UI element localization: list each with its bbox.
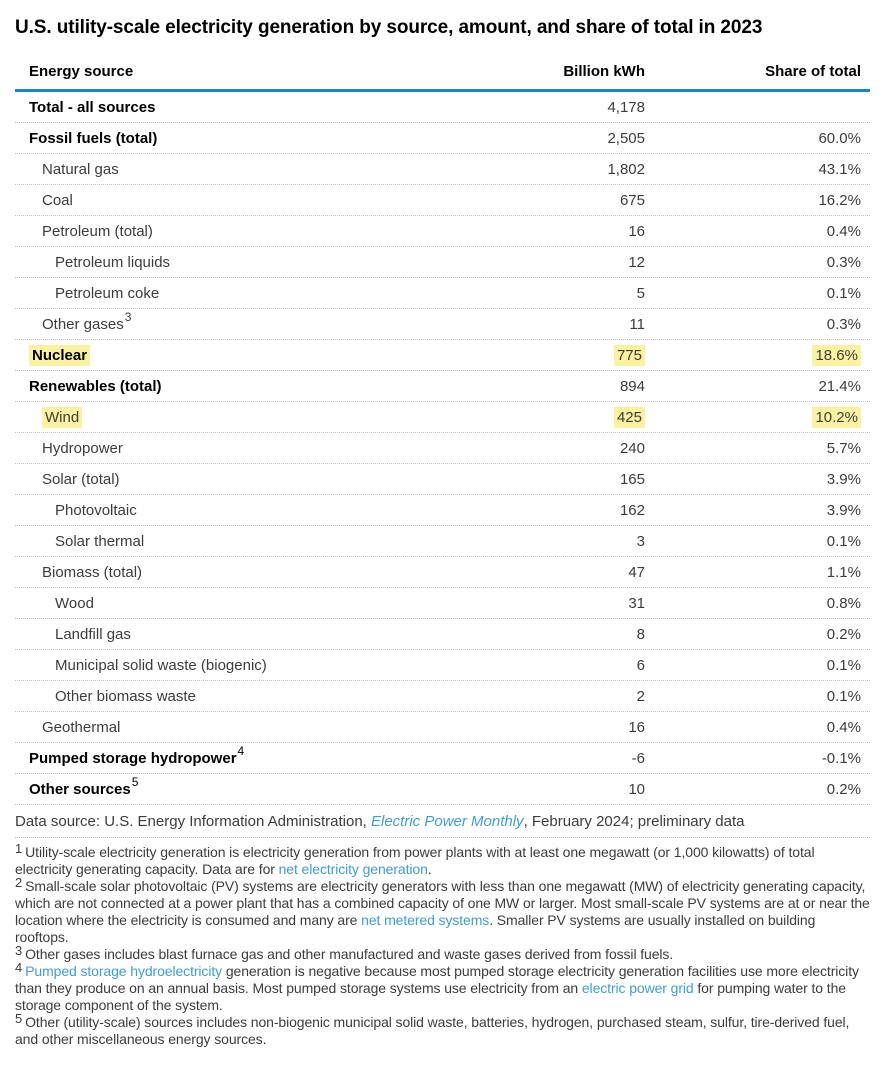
row-kwh-value: 16 [628,222,645,240]
footnote-reference: 5 [131,774,139,789]
row-kwh-value: 240 [619,439,645,457]
row-source-label: Petroleum coke [55,284,160,302]
row-source-label: Hydropower [42,439,123,457]
row-source-label: Municipal solid waste (biogenic) [55,656,267,674]
table-row [15,650,870,681]
row-share-value: 3.9% [826,501,861,519]
footnote-reference: 3 [124,309,132,324]
row-share-value: 0.4% [826,222,861,240]
column-header-energy-source: Energy source [29,63,134,80]
footnote-link[interactable]: electric power grid [581,980,694,996]
text-segment: . [427,861,432,877]
row-kwh-value: 675 [619,191,645,209]
publication-link[interactable]: Electric Power Monthly [371,812,524,830]
table-row [15,588,870,619]
text-segment: Small-scale solar photovoltaic (PV) systems are electricity generators with less than one megawatt (MW) of electricity generating capacity, which are not connected at a power plant that has a combined capacity of one MW or larger. Most small-scale PV systems are at or near the location where the electricity is consumed and many are [15,878,874,928]
footnote-link[interactable]: Pumped storage hydroelectricity [25,963,223,979]
table-row [15,619,870,650]
row-source-label: Other gases$^3$ [42,309,132,333]
row-kwh-value: 162 [619,501,645,519]
footnote-number: 4 [15,960,23,975]
row-kwh-value: 11 [629,315,645,333]
column-header-billion-kwh: Billion kWh [563,63,645,80]
table-row [15,216,870,247]
footnote-number: 5 [15,1011,23,1026]
row-share-value: 21.4% [818,377,861,395]
row-source-label: Biomass (total) [42,563,143,581]
row-share-value: 0.3% [826,315,861,333]
row-kwh-value: 165 [619,470,645,488]
table-row [15,123,870,154]
row-kwh-value: 3 [636,532,645,550]
eia-generation-table-page [0,16,885,1048]
column-header-share-of-total: Share of total [765,63,861,80]
table-header-row [15,39,870,92]
row-source-label: Other biomass waste [55,687,196,705]
row-kwh-value: 2 [636,687,645,705]
footnote [15,1011,870,1048]
text-segment: Other (utility-scale) sources includes non-biogenic municipal solid waste, batteries, hydrogen, purchased steam, sulfur, tire-derived fuel, and other miscellaneous energy sources. [15,1014,854,1047]
table-row [15,247,870,278]
footnote-number: 1 [15,841,23,856]
table-row [15,278,870,309]
footnote-number: 3 [15,943,23,958]
row-kwh-value: 6 [636,656,645,674]
row-kwh-value: -6 [631,749,645,767]
row-kwh-value: 31 [628,594,645,612]
row-kwh-value: 4,178 [607,98,645,116]
table-row [15,309,870,340]
row-source-label: Landfill gas [55,625,131,643]
table-row [15,495,870,526]
row-source-label: Solar thermal [55,532,145,550]
table-row [15,154,870,185]
table-row [15,743,870,774]
footnotes-section [15,838,874,1048]
footnote [15,875,874,946]
row-share-value: 18.6% [645,347,870,364]
row-share-value: 0.1% [826,284,861,302]
row-kwh-value: 12 [628,253,645,271]
row-share-value: 0.2% [826,625,861,643]
row-share-value: 0.4% [826,718,861,736]
text-segment: . Smaller PV systems are usually installed on building rooftops. [15,912,820,945]
row-source-label: Petroleum liquids [55,253,171,271]
row-share-value: 16.2% [818,191,861,209]
text-segment: Data source: U.S. Energy Information Administration, [15,812,371,830]
row-source-label: Fossil fuels (total) [29,129,158,147]
text-segment: Other gases includes blast furnace gas and other manufactured and waste gases derived from fossil fuels. [25,946,674,962]
row-source-label: Petroleum (total) [42,222,153,240]
row-share-value: 0.8% [826,594,861,612]
footnote-reference: 4 [237,743,245,758]
text-segment: for pumping water to the storage component of the system. [15,980,850,1013]
footnote [15,960,870,1014]
row-source-label: Pumped storage hydropower$^4$ [29,743,245,767]
row-kwh-value: 10 [628,780,645,798]
table-row [15,526,870,557]
row-kwh-value: 894 [619,377,645,395]
table-row [15,433,870,464]
row-share-value: 10.2% [645,409,870,426]
row-share-value: 5.7% [826,439,861,457]
table-row [15,464,870,495]
table-row [15,681,870,712]
text-segment: Utility-scale electricity generation is electricity generation from power plants with at least one megawatt (or 1,000 kilowatts) of total electricity generating capacity. Data are for [15,844,819,877]
row-source-label: Renewables (total) [29,377,162,395]
data-source-line [15,805,870,838]
table-row [15,371,870,402]
row-share-value: 0.3% [826,253,861,271]
row-share-value: 1.1% [826,563,861,581]
page-title: U.S. utility-scale electricity generation by source, amount, and share of total in 2023 [15,17,763,38]
row-kwh-value: 1,802 [607,160,645,178]
row-share-value: 3.9% [826,470,861,488]
row-share-value: 0.1% [826,687,861,705]
row-kwh-value: 5 [636,284,645,302]
row-source-label: Total - all sources [29,98,156,116]
footnote-link[interactable]: net electricity generation [278,861,428,877]
row-share-value: 0.2% [826,780,861,798]
row-kwh-value: 425 [505,409,645,426]
row-source-label: Nuclear [15,347,505,364]
row-source-label: Wood [55,594,94,612]
row-source-label: Photovoltaic [55,501,137,519]
footnote-number: 2 [15,875,23,890]
table-row [15,92,870,123]
table-row [15,340,870,371]
footnote [15,841,870,878]
row-kwh-value: 47 [628,563,645,581]
row-share-value: 60.0% [818,129,861,147]
table-row [15,712,870,743]
table-row [15,557,870,588]
row-kwh-value: 8 [636,625,645,643]
row-kwh-value: 775 [505,347,645,364]
table-body [15,92,870,805]
footnote [15,943,870,963]
row-kwh-value: 16 [628,718,645,736]
row-share-value: -0.1% [821,749,861,767]
footnote-link[interactable]: net metered systems [361,912,490,928]
row-source-label: Solar (total) [42,470,120,488]
row-share-value: 0.1% [826,532,861,550]
row-share-value: 0.1% [826,656,861,674]
table-row [15,185,870,216]
row-source-label: Natural gas [42,160,119,178]
row-share-value: 43.1% [818,160,861,178]
row-source-label: Coal [42,191,73,209]
row-kwh-value: 2,505 [607,129,645,147]
text-segment: generation is negative because most pumped storage electricity generation facilities use more electricity than they produce on an annual basis. Most pumped storage systems use electricity from an [15,963,863,996]
table-row [15,402,870,433]
text-segment: , February 2024; preliminary data [523,812,745,830]
row-source-label: Other sources$^5$ [29,774,139,798]
table-row [15,774,870,805]
row-source-label: Geothermal [42,718,121,736]
row-source-label: Wind [15,409,505,426]
